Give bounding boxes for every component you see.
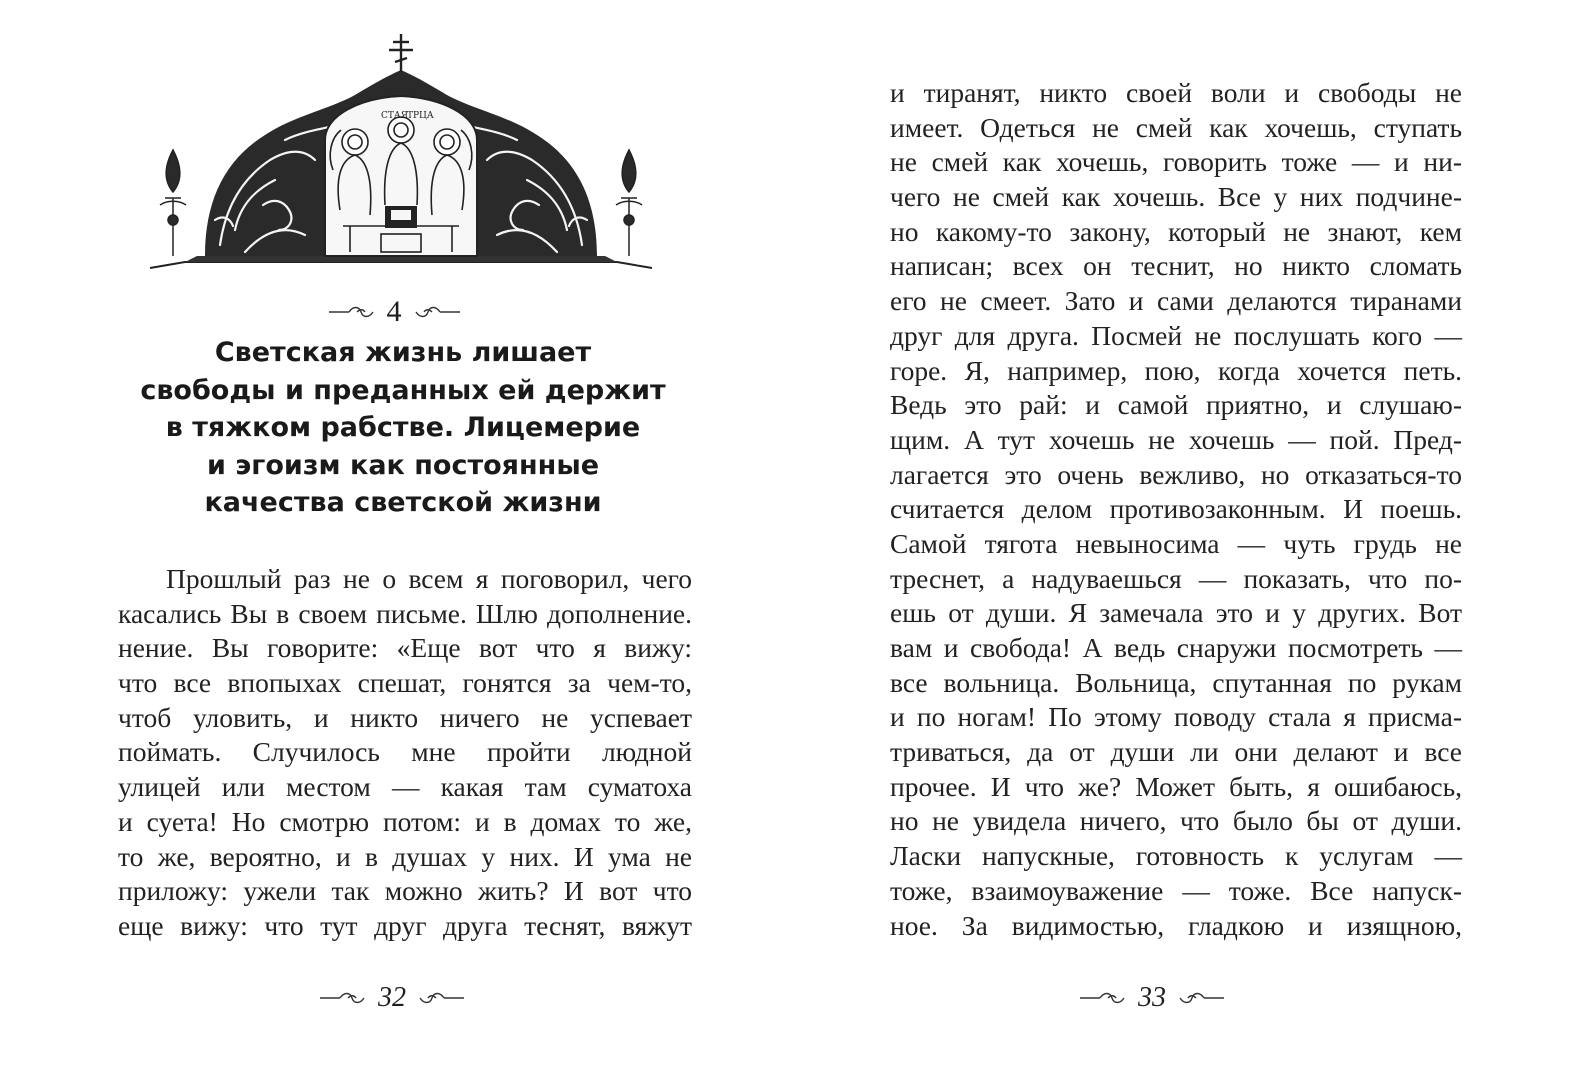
text-line: Ласки напускные, готовность к услугам —: [890, 840, 1462, 872]
text-line: не смей как хочешь, говорить тоже — и ни-: [890, 146, 1462, 178]
text-line: написан; всех он теснит, но никто сломать: [890, 250, 1462, 282]
ornament-right-icon: [412, 304, 462, 320]
text-line: имеет. Одеться не смей как хочешь, ступать: [890, 111, 1462, 143]
text-line: но какому-то закону, который не знают, кем: [890, 215, 1462, 247]
text-line: поймать. Случилось мне пройти людной: [118, 736, 692, 768]
right-page: [788, 0, 1577, 1080]
text-line: то же, вероятно, и в душах у них. И ума не: [118, 840, 692, 872]
text-line: горе. Я, например, пою, когда хочется петь.: [890, 354, 1462, 386]
text-line: чтоб уловить, и никто ничего не успевает: [118, 701, 692, 733]
text-line: прочее. И что же? Может быть, я ошибаюсь,: [890, 770, 1462, 802]
chapter-title-line: и эгоизм как постоянные: [206, 449, 600, 481]
text-line: и суета! Но смотрю потом: и в домах то же,: [118, 805, 692, 837]
text-line: щим. А тут хочешь не хочешь — пой. Пред-: [890, 423, 1462, 455]
text-line: триваться, да от души ли они делают и все: [890, 736, 1462, 768]
ornament-right-icon: [1176, 990, 1226, 1006]
text-line: улицей или местом — какая там суматоха: [118, 771, 692, 803]
holy-trinity-icon-headpiece: [145, 30, 657, 275]
text-line: Ведь это рай: и самой приятно, и слушаю-: [890, 389, 1462, 421]
icon-inscription-right: ТРЦА: [407, 111, 434, 121]
chapter-number: 4: [386, 295, 402, 328]
chapter-title-line: в тяжком рабстве. Лицемерие: [165, 412, 641, 443]
ornament-left-icon: [318, 990, 368, 1006]
text-line: лагается это очень вежливо, но отказаться-то: [890, 458, 1462, 490]
ornament-left-icon: [1078, 990, 1128, 1006]
text-line: Самой тягота невыносима — чуть грудь не: [890, 527, 1462, 559]
text-line: тоже, взаимоуважение — тоже. Все напуск-: [890, 874, 1462, 906]
text-line: и по ногам! По этому поводу стала я присма-: [890, 701, 1462, 733]
text-line: Прошлый раз не о всем я поговорил, чего: [166, 563, 692, 594]
left-body-text: [118, 562, 692, 944]
text-line: еще вижу: что тут друг друга теснят, вяжут: [118, 909, 692, 941]
chapter-title-line: качества светской жизни: [204, 487, 602, 518]
text-line: друг для друга. Посмей не послушать кого —: [890, 319, 1462, 351]
ornament-right-icon: [416, 990, 466, 1006]
text-line: вам и свобода! А ведь снаружи посмотреть —: [890, 632, 1462, 663]
text-line: все вольница. Вольница, спутанная по рукам: [890, 666, 1462, 698]
chapter-number-row: [0, 290, 788, 334]
text-line: касались Вы в своем письме. Шлю дополнение.: [118, 597, 692, 629]
text-line: но не увидела ничего, что было бы от души.: [890, 805, 1462, 837]
text-line: ешь от души. Я замечала это и у других. Вот: [890, 597, 1462, 629]
left-page: [0, 0, 788, 1080]
right-body-text: [890, 76, 1462, 943]
text-line: треснет, а надуваешься — показать, что по-: [890, 562, 1462, 594]
text-line: чего не смей как хочешь. Все у них подчине-: [890, 181, 1462, 213]
chapter-title-line: Светская жизнь лишает: [214, 337, 592, 368]
left-page-number: [318, 978, 466, 1018]
page-number: 32: [378, 982, 406, 1013]
chapter-title: [100, 334, 706, 522]
text-line: нение. Вы говорите: «Еще вот что я вижу:: [118, 632, 692, 664]
page-number: 33: [1138, 982, 1166, 1013]
ornament-left-icon: [327, 304, 377, 320]
right-page-number: [1078, 978, 1226, 1018]
text-line: его не смеет. Зато и сами делаются тиранами: [890, 285, 1462, 317]
icon-inscription-left: СТАЯ: [381, 111, 408, 121]
text-line: и тиранят, никто своей воли и свободы не: [890, 77, 1462, 108]
text-line: ное. За видимостью, гладкою и изящною,: [890, 909, 1462, 941]
text-line: что все впопыхах спешат, гонятся за чем-то,: [118, 667, 692, 699]
chapter-title-line: свободы и преданных ей держит: [140, 374, 666, 406]
text-line: считается делом противозаконным. И поешь.: [890, 493, 1462, 525]
text-line: приложу: ужели так можно жить? И вот что: [118, 875, 692, 907]
